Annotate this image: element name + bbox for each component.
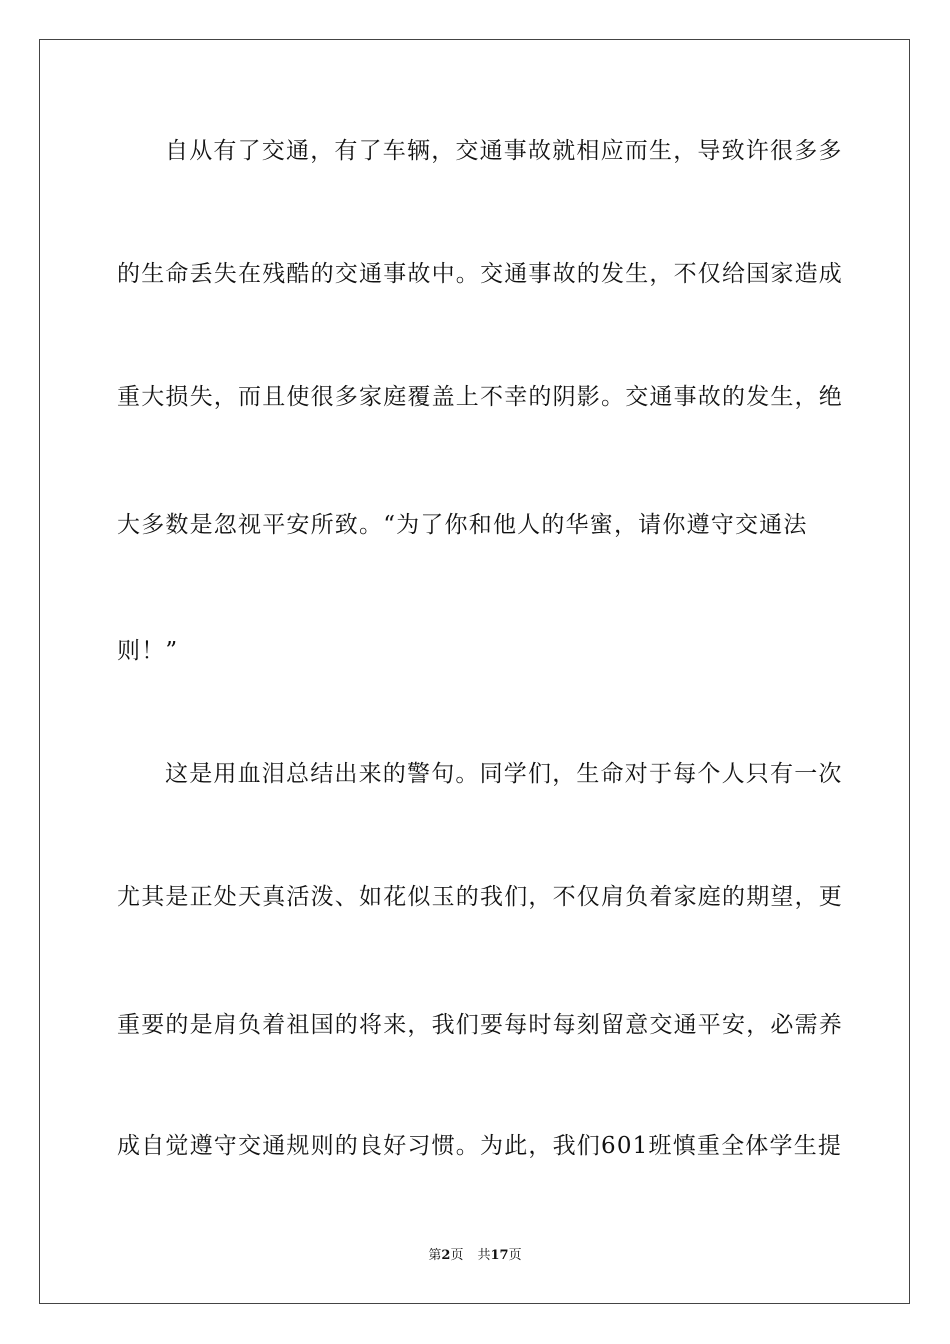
text-line-1: 自从有了交通，有了车辆，交通事故就相应而生，导致许很多多 — [165, 138, 843, 164]
text-line-6: 这是用血泪总结出来的警句。同学们，生命对于每个人只有一次 — [165, 761, 843, 787]
page-prefix: 第 — [428, 1248, 442, 1263]
text-line-9: 成自觉遵守交通规则的良好习惯。为此，我们601班慎重全体学生提 — [117, 1133, 843, 1159]
page-current: 2 — [441, 1248, 451, 1263]
text-line-4: 大多数是忽视平安所致。“为了你和他人的华蜜，请你遵守交通法 — [117, 512, 808, 538]
total-suffix: 页 — [508, 1248, 522, 1263]
text-line-5: 则！” — [117, 638, 179, 664]
text-line-2: 的生命丢失在残酷的交通事故中。交通事故的发生，不仅给国家造成 — [117, 261, 843, 287]
text-line-3: 重大损失，而且使很多家庭覆盖上不幸的阴影。交通事故的发生，绝 — [117, 384, 843, 410]
total-prefix: 共 — [477, 1248, 491, 1263]
page-total: 17 — [490, 1248, 509, 1263]
text-line-7: 尤其是正处天真活泼、如花似玉的我们，不仅肩负着家庭的期望，更 — [117, 884, 843, 910]
page-border — [39, 39, 910, 1304]
page-footer — [0, 1247, 950, 1265]
page-suffix: 页 — [450, 1248, 464, 1263]
text-line-8: 重要的是肩负着祖国的将来，我们要每时每刻留意交通平安，必需养 — [117, 1012, 843, 1038]
